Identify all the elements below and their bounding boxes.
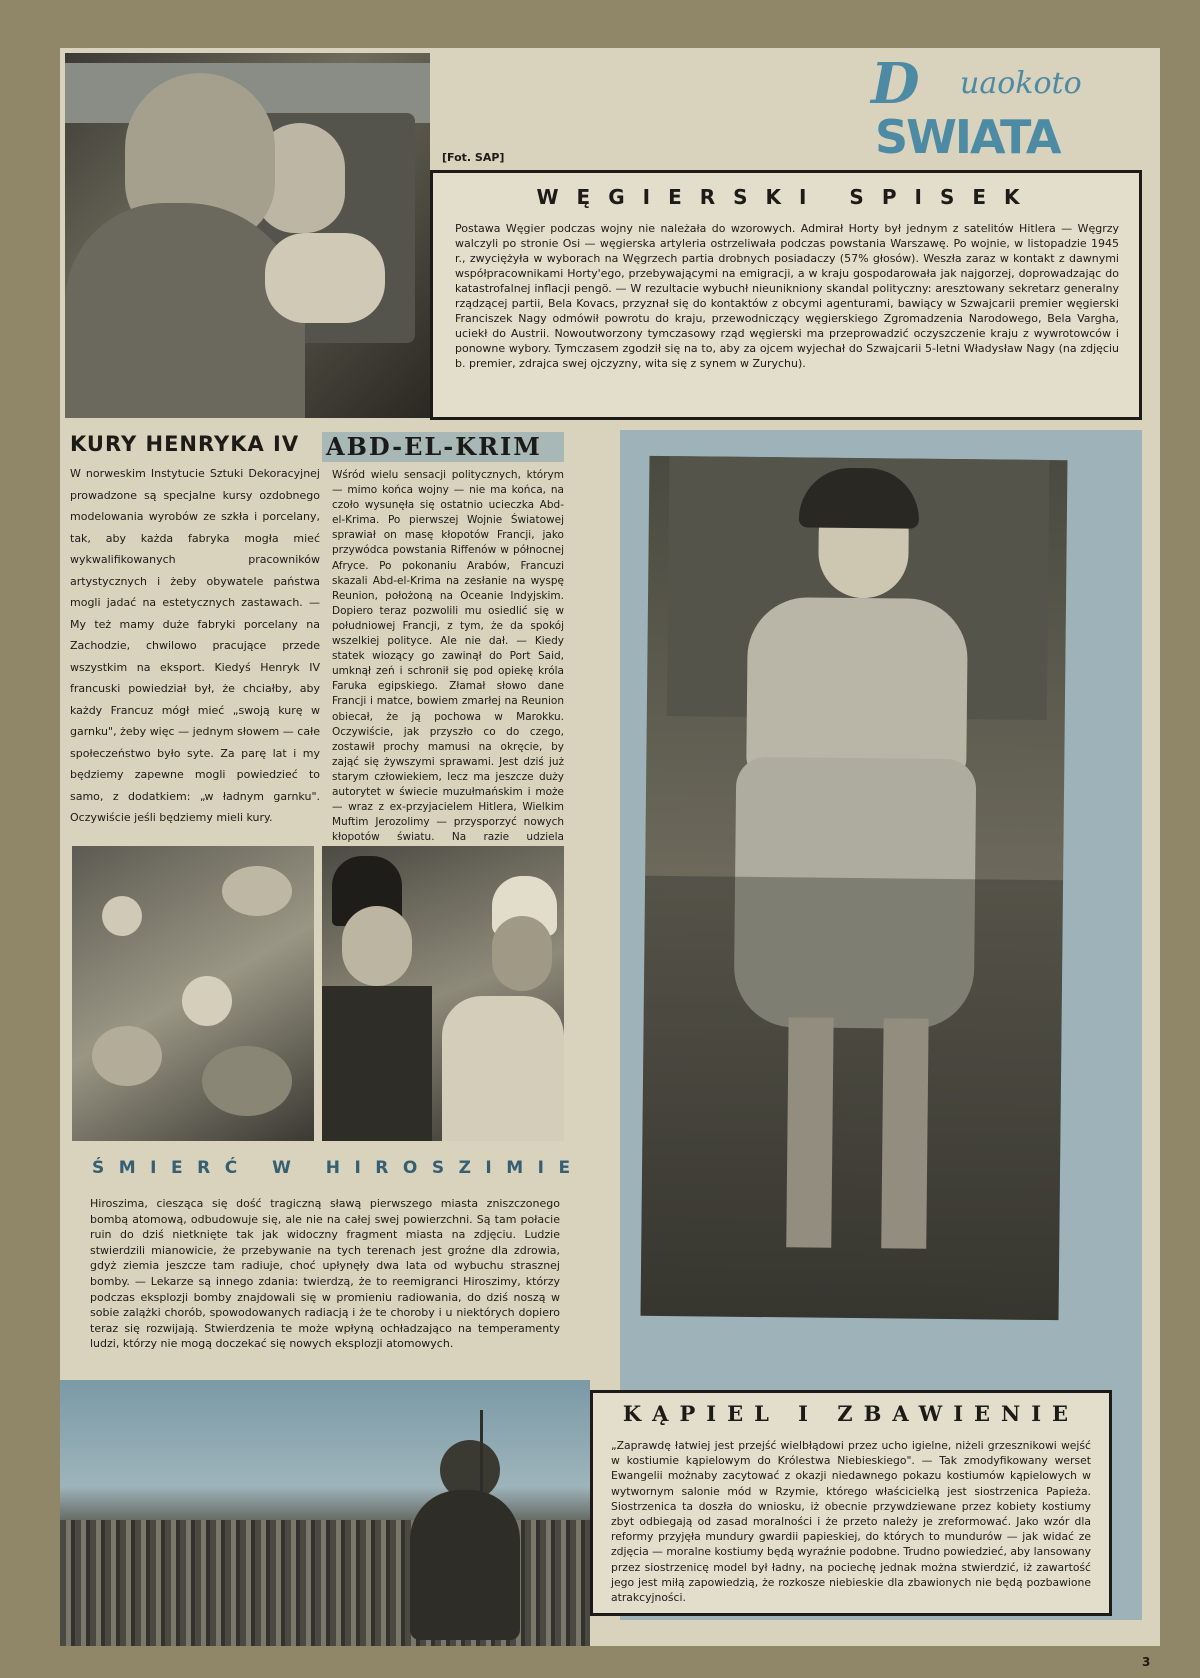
article-abd-title: ABD-EL-KRIM: [326, 432, 542, 461]
photo-woman-bathing-costume: [641, 456, 1068, 1320]
article-hiroshima-body: Hiroszima, ciesząca się dość tragiczną sławą pierwszego miasta zniszczonego bombą atomową, odbudowuje się, ale nie na całej swej powierzchni. Są tam połacie ruin do dziś nietknięte tak jak widoczny fragment miasta na zdjęciu. Ludzie stwierdzili mianowicie, że przebywanie na tych terenach jest groźne dla zdrowia, gdyż ziemia jeszcze tam radiuje, choć upłynęły dwa lata od wybuchu strasznej bomby. — Lekarze są innego zdania: twierdzą, że to reemigranci Hiroszimy, którzy podczas eksplozji bomby znajdowali się w promieniu radiowania, do dziś noszą w sobie zalążki chorób, spowodowanych radiacją i że te choroby i u niektórych dopiero teraz się rozwijają. Stwierdzenia te może wpłyną ochładzająco na temperamenty ludzi, którzy nie mogą doczekać się nowych eksplozji atomowych.: [90, 1197, 560, 1351]
article-bath-body: „Zaprawdę łatwiej jest przejść wielbłądowi przez ucho igielne, niżeli grzesznikowi wejść w kostiumie kąpielowym do Królestwa Niebieskiego". — Tak zmodyfikowany werset Ewangelii możnaby zacytować z okazji niedawnego pokazu kostiumów kąpielowych w wytwornym salonie mód w Rzymie, którego właścicielką jest siostrzenica Papieża. Siostrzenica ta doszła do wniosku, iż obecnie przywdziewane przez kobiety kostiumy zbyt odbiegają od zasad moralności i że przeto należy je zreformować. Jako wzór dla reformy przyjęła mundury gwardii papieskiej, do których to mundurów — jak widać ze zdjęcia — moralne kostiumy będą wyraźnie podobne. Trudno powiedzieć, aby lansowany przez siostrzenicę model był ładny, na pociechę jednak można stwierdzić, iż zawartość jego jest miłą zapowiedzią, że rozkosze niebieskie dla zbawionych nie będą pozbawione atrakcyjności.: [611, 1439, 1091, 1605]
article-hiroshima-title: ŚMIERĆ W HIROSZIMIE: [92, 1158, 585, 1178]
article-bath-title: KĄPIEL I ZBAWIENIE: [622, 1401, 1080, 1426]
photo-hiroshima-ruins: [60, 1380, 590, 1646]
photo-abd-el-krim-interview: [322, 846, 564, 1141]
svg-text:SWIATA: SWIATA: [875, 110, 1060, 163]
article-abd-title-box: [322, 432, 564, 462]
svg-text:uaokoto: uaokoto: [960, 66, 1082, 101]
dookola-swiata-logo: [865, 53, 1095, 163]
svg-text:D: D: [871, 53, 920, 117]
article-hens-body: W norweskim Instytucie Sztuki Dekoracyjnej prowadzone są specjalne kursy ozdobnego modelowania wyrobów ze szkła i porcelany, tak, aby każda fabryka mogła mieć wykwalifikowanych pracowników artystycznych i żeby obywatele państwa mogli jadać na estetycznych zastawach. — My też mamy duże fabryki porcelany na Zachodzie, chwilowo pracujące przede wszystkim na eksport. Kiedyś Henryk IV francuski powiedział był, że chciałby, aby każdy Francuz mógł mieć „swoją kurę w garnku", żeby więc — jednym słowem — całe społeczeństwo było syte. Za parę lat i my będziemy zapewne mogli powiedzieć to samo, z dodatkiem: „w ładnym garnku". Oczywiście jeśli będziemy mieli kury.: [70, 467, 320, 824]
page-number: 3: [1142, 1655, 1151, 1669]
photo-porcelain-table: [72, 846, 314, 1141]
article-hungary-box: [430, 170, 1142, 420]
article-bath-box: [590, 1390, 1112, 1616]
article-hens-title: KURY HENRYKA IV: [70, 432, 300, 456]
article-hungary-body: Postawa Węgier podczas wojny nie należała do wzorowych. Admirał Horty był jednym z satelitów Hitlera — Węgrzy walczyli po stronie Osi — węgierska artyleria ostrzeliwała podczas powstania Warszawę. Po wojnie, w listopadzie 1945 r., zwyciężyła w wyborach na Węgrzech partia drobnych posiadaczy (57% głosów). Weszła zaraz w kontakt z dawnymi współpracownikami Horty'ego, przebywającymi na emigracji, a w kraju gospodarowała jak najgorzej, doprowadzając do katastrofalnej inflacji pengö. — W rezultacie wybuchł nieunikniony skandal polityczny: aresztowany sekretarz generalny rządzącej partii, Bela Kovacs, przyznał się do kontaktów z obcymi agenturami, bawiący w Szwajcarii premier węgierski Franciszek Nagy odmówił powrotu do kraju, przewodniczący węgierskiego Zgromadzenia Narodowego, Bela Vargha, uciekł do Austrii. Nowoutworzony tymczasowy rząd węgierski ma przeprowadzić oczyszczenie kraju z wywrotowców i ponowne wybory. Tymczasem zgodził się na to, aby za ojcem wyjechał do Szwajcarii 5-letni Władysław Nagy (na zdjęciu b. premier, zdrajca swej ojczyzny, wita się z synem w Zurychu).: [455, 222, 1119, 370]
article-abd-body: Wśród wielu sensacji politycznych, którym — mimo końca wojny — nie ma końca, na czoło wysunęła się ostatnio ucieczka Abd-el-Krima. Po pierwszej Wojnie Światowej sprawiał on masę kłopotów Francji, jako przywódca powstania Riffenów w północnej Afryce. Po pokonaniu Arabów, Francuzi skazali Abd-el-Krima na zesłanie na wyspę Reunion, położoną na Oceanie Indyjskim. Dopiero teraz pozwolili mu osiedlić się w południowej Francji, z tym, że da spokój wszelkiej polityce. Ale nie dał. — Kiedy statek wiozący go zawinął do Port Said, umknął zeń i schronił się pod opiekę króla Faruka egipskiego. Złamał słowo dane Francji i matce, bowiem zmarłej na Reunion obiecał, że ją pochowa w Marokku. Oczywiście, jak przyszło co do czego, zostawił prochy mamusi na okręcie, by zająć się żywszymi sprawami. Jest dziś już starym człowiekiem, lecz ma jeszcze duży autorytet w świecie muzułmańskim i może — wraz z ex-przyjacielem Hitlera, Wielkim Muftim Jerozolimy — przysporzyć nowych kłopotów światu. Na razie udziela: [332, 469, 564, 844]
photo-credit: [Fot. SAP]: [442, 151, 505, 164]
photo-nagy-greeting-son: [65, 53, 430, 418]
magazine-page: [60, 48, 1160, 1646]
masthead-logo: [865, 53, 1095, 163]
article-hungary-title: WĘGIERSKI SPISEK: [536, 185, 1038, 209]
